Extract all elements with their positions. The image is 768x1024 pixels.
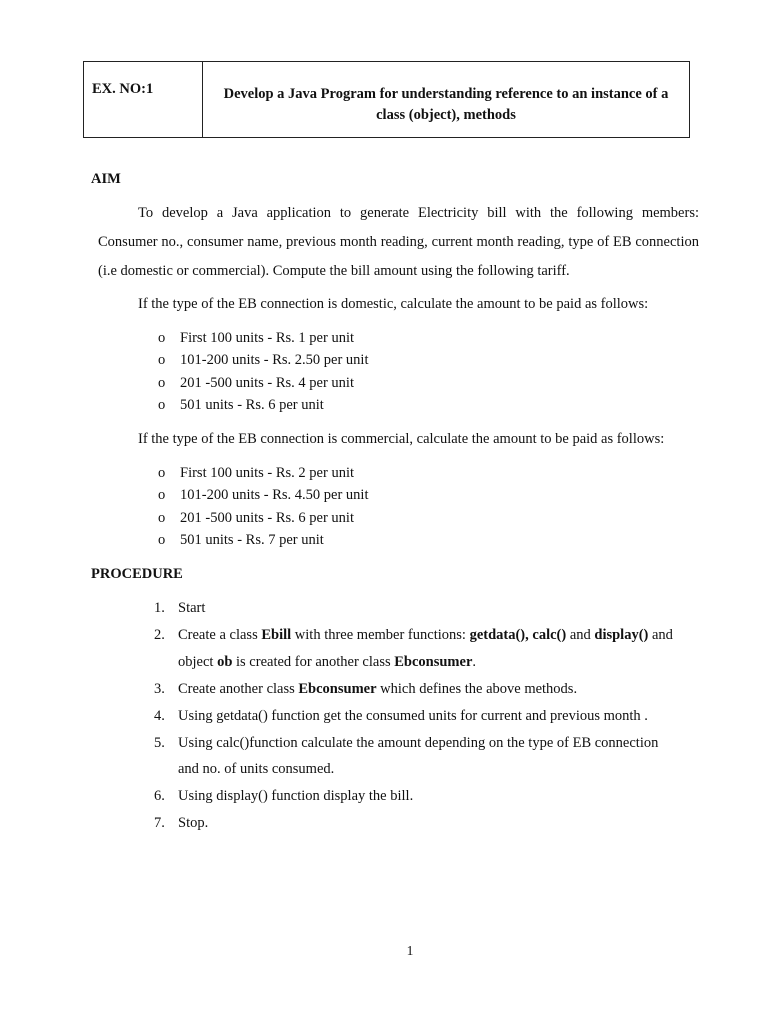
exercise-header-table — [83, 61, 690, 138]
step-text — [178, 810, 678, 837]
bullet-marker: o — [158, 330, 166, 346]
step-text-bold-run: ob — [217, 653, 233, 670]
step-number: 2. — [154, 626, 165, 643]
step-text-bold-run: Ebconsumer — [298, 680, 377, 697]
tariff-text: 201 -500 units - Rs. 6 per unit — [180, 509, 354, 526]
procedure-steps-list — [148, 595, 678, 837]
step-text-run: Using calc()function calculate the amount depending on the type of EB connection and no. of units consumed. — [178, 734, 659, 778]
step-text-run: . — [472, 653, 477, 670]
step-text — [178, 622, 678, 676]
step-number: 6. — [154, 788, 165, 805]
commercial-intro: If the type of the EB connection is commercial, calculate the amount to be paid as follows: — [138, 431, 665, 447]
bullet-marker: o — [158, 531, 166, 548]
step-text-run: Create a class — [178, 626, 262, 643]
step-text-run: Create another class — [178, 680, 299, 697]
step-text — [178, 595, 678, 622]
procedure-step — [148, 622, 678, 676]
step-number: 1. — [154, 600, 165, 616]
exercise-number: EX. NO:1 — [84, 62, 203, 137]
step-text — [178, 703, 678, 730]
step-text-run: Using getdata() function get the consumed units for current and previous month . — [178, 707, 648, 724]
tariff-text: First 100 units - Rs. 2 per unit — [180, 465, 355, 481]
tariff-text: 501 units - Rs. 6 per unit — [180, 396, 324, 413]
domestic-tariff-list — [158, 327, 369, 416]
step-number: 4. — [154, 707, 165, 724]
bullet-marker: o — [158, 509, 166, 526]
page-number: 1 — [406, 943, 414, 958]
list-item — [158, 349, 369, 371]
step-text-run: and object — [178, 626, 673, 670]
list-item — [158, 394, 369, 416]
list-item — [158, 484, 369, 506]
step-text-run: is created for another class — [232, 653, 395, 670]
bullet-marker: o — [158, 465, 166, 481]
list-item — [158, 507, 369, 529]
procedure-step — [148, 676, 678, 703]
aim-paragraph: To develop a Java application to generate Electricity bill with the following members: Consumer no., consumer name, previous month reading, current month reading, type of EB connection (i.e domestic or commercial). Compute the bill amount using the following tariff. — [98, 205, 699, 279]
list-item — [158, 372, 369, 394]
list-item — [158, 327, 369, 349]
aim-heading: AIM — [91, 171, 121, 187]
step-text-run: Using display() function display the bill. — [178, 788, 414, 805]
step-text-bold-run: Ebill — [261, 626, 292, 643]
step-text-bold-run: Ebconsumer — [394, 653, 473, 670]
bullet-marker: o — [158, 396, 166, 413]
tariff-text: 101-200 units - Rs. 2.50 per unit — [180, 352, 369, 369]
step-text-run: with three member functions: — [291, 626, 470, 643]
step-text — [178, 730, 678, 784]
step-text-run: Start — [178, 600, 206, 616]
step-text-bold-run: getdata(), calc() — [469, 626, 567, 643]
tariff-text: 501 units - Rs. 7 per unit — [180, 531, 324, 548]
procedure-step — [148, 783, 678, 810]
list-item — [158, 462, 369, 484]
procedure-heading: PROCEDURE — [91, 566, 183, 582]
step-text — [178, 783, 678, 810]
bullet-marker: o — [158, 352, 166, 369]
procedure-step — [148, 810, 678, 837]
step-text-run: Stop. — [178, 815, 209, 832]
procedure-step — [148, 730, 678, 784]
domestic-intro: If the type of the EB connection is domestic, calculate the amount to be paid as follows: — [138, 296, 649, 312]
step-text — [178, 676, 678, 703]
bullet-marker: o — [158, 487, 166, 504]
step-text-run: which defines the above methods. — [376, 680, 578, 697]
tariff-text: First 100 units - Rs. 1 per unit — [180, 330, 355, 346]
list-item — [158, 529, 369, 551]
step-number: 3. — [154, 680, 165, 697]
tariff-text: 101-200 units - Rs. 4.50 per unit — [180, 487, 369, 504]
step-text-run: and — [566, 626, 595, 643]
step-text-bold-run: display() — [594, 626, 649, 643]
procedure-step — [148, 703, 678, 730]
step-number: 7. — [154, 815, 165, 832]
procedure-step — [148, 595, 678, 622]
step-number: 5. — [154, 734, 165, 751]
commercial-tariff-list — [158, 462, 369, 551]
exercise-title: Develop a Java Program for understanding reference to an instance of a class (object), methods — [223, 86, 669, 123]
bullet-marker: o — [158, 374, 166, 391]
tariff-text: 201 -500 units - Rs. 4 per unit — [180, 374, 354, 391]
